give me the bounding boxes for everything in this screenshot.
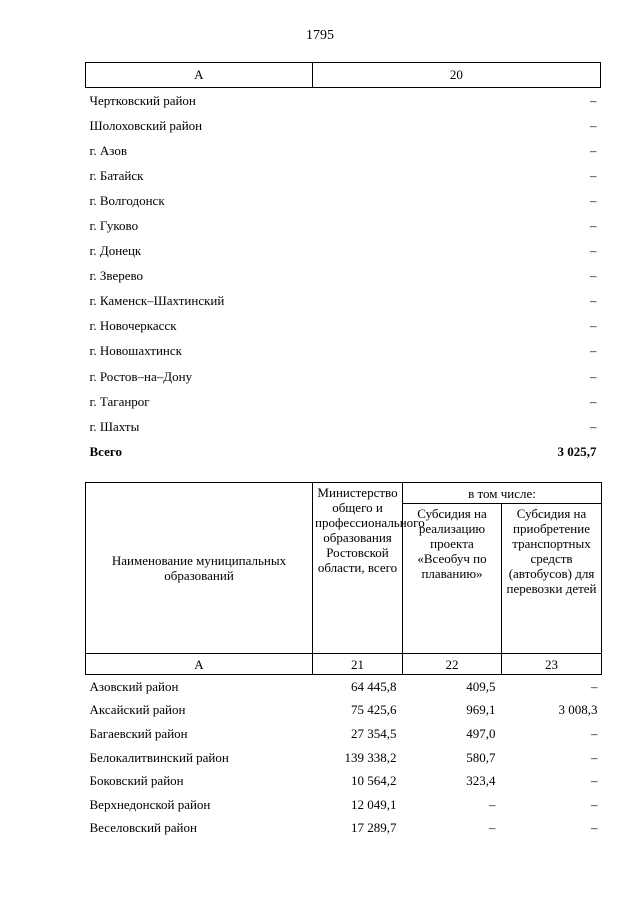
cell-21: 10 564,2 [351,773,397,789]
row-name: Азовский район [89,678,179,694]
table-2-column-codes [86,654,602,675]
row-name: Боковский район [89,773,184,789]
col-22-code: 22 [403,654,502,675]
col-21-code: 21 [313,654,403,675]
table-row [86,88,601,114]
cell-22: 580,7 [466,749,496,765]
row-name: г. Азов [89,142,127,158]
cell-23: – [591,796,598,812]
row-name: Аксайский район [89,702,186,718]
table-2-header-row-1 [86,483,602,504]
table-1 [85,62,601,464]
row-name: г. Новошахтинск [89,343,182,359]
cell-21: 17 289,7 [351,820,397,836]
table-row [86,675,602,699]
row-value: – [590,117,597,133]
table-row [86,213,601,238]
table-row [86,769,602,793]
table-row [86,239,601,264]
ministry-column-header: Министерство общего и профессионального образования Ростовской области, всего [313,483,403,654]
row-value: – [590,243,597,259]
row-value: – [590,218,597,234]
swimming-subsidy-header: Субсидия на реализацию проекта «Всеобуч по плаванию» [403,504,502,654]
row-name: г. Каменск–Шахтинский [89,293,225,309]
row-value: – [590,192,597,208]
table-row [86,163,601,188]
table-row [86,113,601,138]
row-value: – [590,167,597,183]
table-row [86,414,601,439]
row-name: Чертковский район [89,92,196,108]
row-value: – [590,418,597,434]
cell-22: 323,4 [466,773,496,789]
page-number: 1795 [306,28,334,43]
cell-23: – [591,749,598,765]
table-1-header [86,63,601,88]
row-name: г. Таганрог [89,393,150,409]
cell-21: 75 425,6 [351,702,397,718]
row-name: г. Волгодонск [89,192,165,208]
including-header: в том числе: [403,483,602,504]
total-row [86,439,601,464]
municipality-column-header: Наименование муниципальных образований [86,483,313,654]
cell-22: 969,1 [466,702,496,718]
table-row [86,138,601,163]
table-row [86,699,602,723]
table-row [86,289,601,314]
cell-21: 139 338,2 [344,749,397,765]
row-name: г. Донецк [89,243,142,259]
table-row [86,389,601,414]
row-name: Белокалитвинский район [89,749,229,765]
row-value: – [590,393,597,409]
total-label: Всего [89,443,122,459]
row-name: Веселовский район [89,820,197,836]
cell-21: 27 354,5 [351,725,397,741]
bus-subsidy-header: Субсидия на приобретение транспортных средств (автобусов) для перевозки детей [502,504,602,654]
row-name: г. Зверево [89,268,144,284]
row-value: – [590,293,597,309]
total-value: 3 025,7 [557,443,597,459]
cell-22: – [489,796,496,812]
col-a-header: А [86,63,313,88]
table-2 [85,482,602,840]
row-value: – [590,268,597,284]
cell-23: – [591,725,598,741]
row-name: Верхнедонской район [89,796,211,812]
row-value: – [590,318,597,334]
row-name: Багаевский район [89,725,188,741]
table-row [86,339,601,364]
cell-22: 409,5 [466,678,496,694]
cell-23: – [591,678,598,694]
cell-23: 3 008,3 [558,702,598,718]
row-value: – [590,142,597,158]
row-name: г. Гуково [89,218,139,234]
cell-22: – [489,820,496,836]
cell-21: 12 049,1 [351,796,397,812]
table-row [86,364,601,389]
row-value: – [590,92,597,108]
row-name: г. Новочеркасск [89,318,177,334]
table-row [86,722,602,746]
row-value: – [590,343,597,359]
row-name: г. Батайск [89,167,144,183]
table-row [86,264,601,289]
table-row [86,314,601,339]
cell-23: – [591,773,598,789]
col-23-code: 23 [502,654,602,675]
col-a-code: А [86,654,313,675]
cell-21: 64 445,8 [351,678,397,694]
row-name: Шолоховский район [89,117,203,133]
table-row [86,817,602,841]
row-value: – [590,368,597,384]
row-name: г. Ростов–на–Дону [89,368,193,384]
cell-23: – [591,820,598,836]
row-name: г. Шахты [89,418,140,434]
table-row [86,746,602,770]
table-row [86,188,601,213]
cell-22: 497,0 [466,725,496,741]
table-row [86,793,602,817]
col-20-header: 20 [312,63,600,88]
